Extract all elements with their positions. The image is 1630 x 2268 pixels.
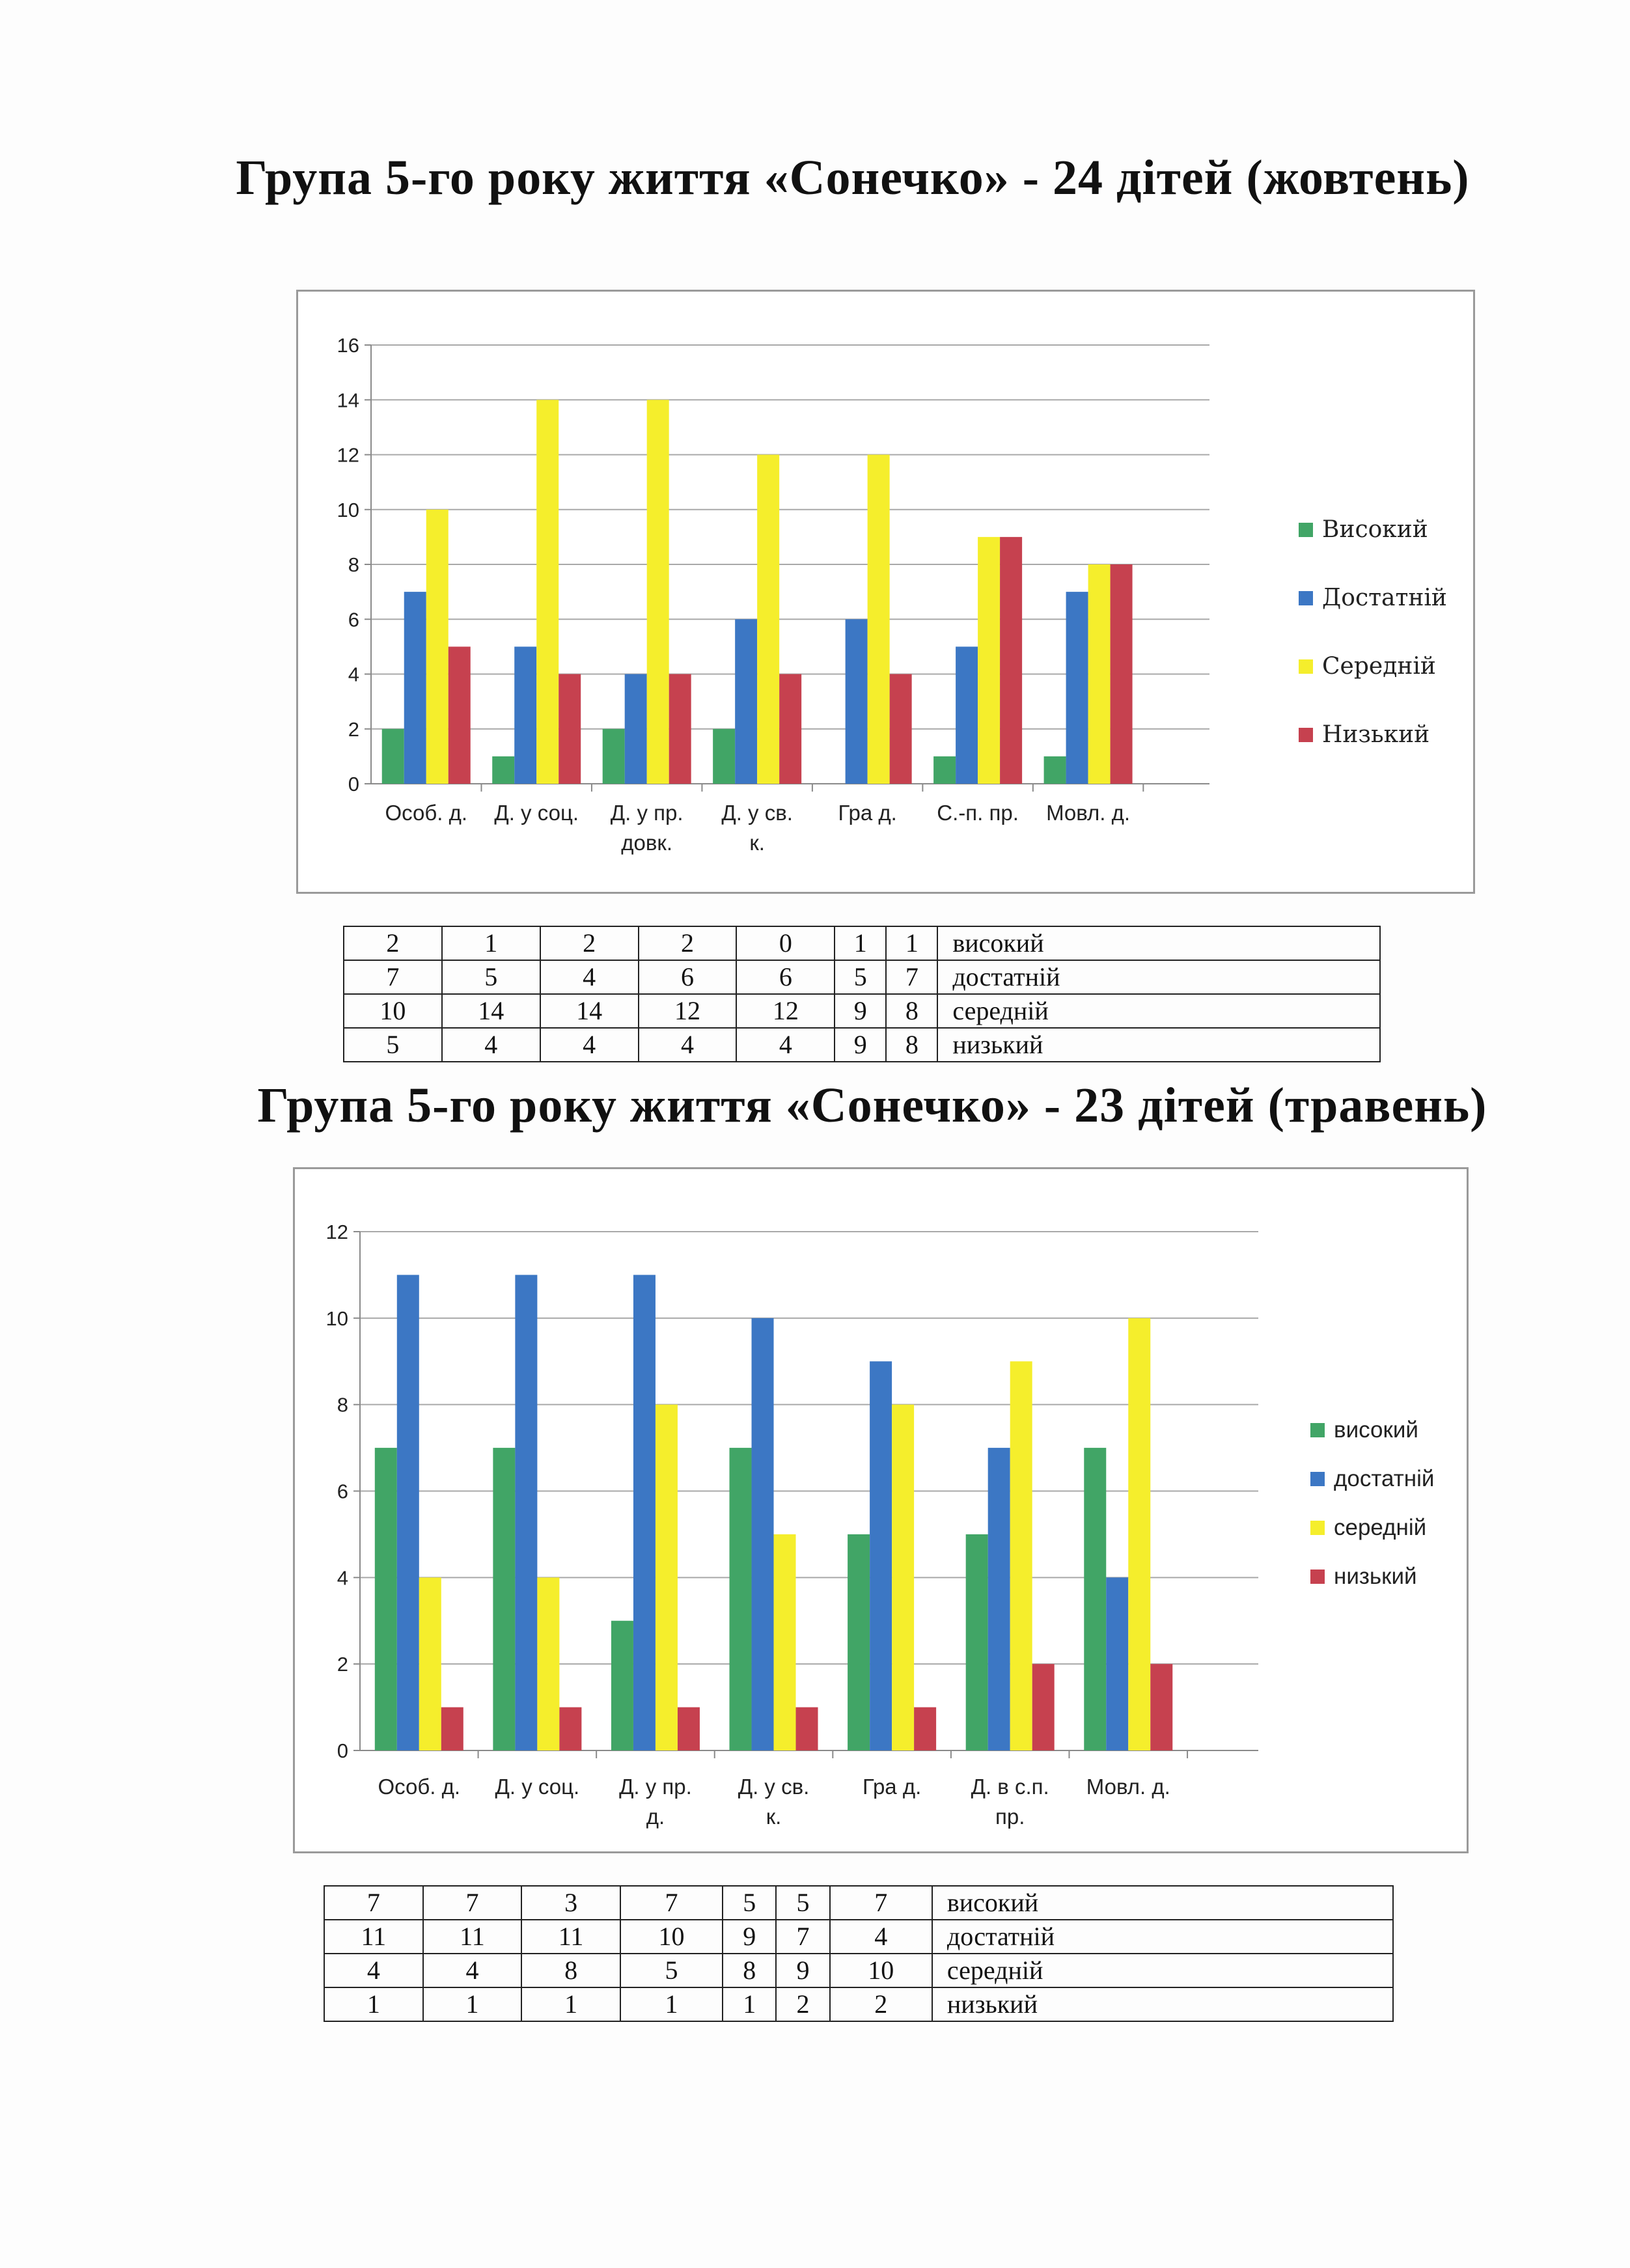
bar-2-7 (1106, 1577, 1128, 1750)
legend-label: Достатній (1322, 585, 1447, 611)
bar-2-6 (988, 1448, 1010, 1750)
table-cell: 4 (540, 960, 639, 994)
legend-swatch (1299, 728, 1313, 742)
bar-4-5 (890, 674, 912, 784)
y-tick-label: 4 (348, 663, 359, 686)
bar-1-7 (1044, 756, 1066, 784)
table-cell: 2 (776, 1987, 829, 2021)
table-cell: 6 (639, 960, 737, 994)
y-tick-label: 2 (348, 717, 359, 741)
legend-swatch (1310, 1521, 1325, 1535)
bar-3-4 (774, 1534, 796, 1750)
table-cell: 7 (423, 1886, 522, 1920)
bar-3-1 (426, 510, 449, 784)
bar-3-6 (978, 537, 1000, 784)
table-cell: 11 (324, 1920, 423, 1954)
table-cell: 11 (521, 1920, 620, 1954)
table-cell: 1 (442, 926, 540, 960)
y-tick-label: 4 (337, 1566, 348, 1590)
legend-swatch (1299, 523, 1313, 537)
table-cell: 9 (776, 1954, 829, 1987)
table-row-label: середній (937, 994, 1380, 1028)
x-category-label: Гра д. (838, 801, 897, 825)
bar-3-6 (1010, 1361, 1032, 1750)
bar-4-4 (779, 674, 801, 784)
table-row-label: достатній (937, 960, 1380, 994)
x-category-label: Д. у св. к. (738, 1775, 810, 1829)
chart-october-svg (298, 292, 1473, 892)
table-cell: 6 (736, 960, 835, 994)
bar-2-1 (397, 1275, 419, 1750)
y-tick-label: 14 (337, 389, 359, 412)
bar-4-3 (678, 1708, 700, 1750)
table-row-label: високий (937, 926, 1380, 960)
bar-1-7 (1084, 1448, 1106, 1750)
legend-label: низький (1334, 1564, 1417, 1589)
table-cell: 8 (723, 1954, 776, 1987)
bar-3-2 (536, 400, 559, 784)
table-may (324, 1885, 1394, 2022)
table-row (344, 926, 1380, 960)
table-row (344, 994, 1380, 1028)
table-cell: 4 (324, 1954, 423, 1987)
table-row-label: середній (932, 1954, 1393, 1987)
bar-2-1 (404, 592, 426, 784)
legend-label: Високий (1322, 516, 1428, 543)
y-tick-label: 12 (325, 1221, 348, 1243)
bar-2-2 (514, 646, 536, 784)
table-cell: 7 (324, 1886, 423, 1920)
chart-october (296, 290, 1475, 894)
legend-swatch (1299, 591, 1313, 605)
bar-4-3 (669, 674, 691, 784)
bar-1-5 (848, 1534, 870, 1750)
table-cell: 9 (835, 1028, 886, 1062)
chart-may-svg (295, 1169, 1467, 1851)
table-cell: 8 (886, 994, 937, 1028)
bar-1-2 (493, 1448, 515, 1750)
legend-label: Низький (1322, 721, 1430, 748)
legend-label: високий (1334, 1417, 1418, 1443)
bar-4-1 (449, 646, 471, 784)
x-category-label: С.-п. пр. (937, 801, 1019, 825)
y-tick-label: 6 (337, 1480, 348, 1503)
table-cell: 5 (442, 960, 540, 994)
table-cell: 7 (620, 1886, 723, 1920)
bar-3-5 (868, 455, 890, 784)
table-row (324, 1886, 1393, 1920)
y-tick-label: 8 (337, 1393, 348, 1417)
table-cell: 9 (835, 994, 886, 1028)
legend-swatch (1299, 659, 1313, 674)
table-cell: 2 (830, 1987, 932, 2021)
bar-1-1 (375, 1448, 397, 1750)
table-row (324, 1954, 1393, 1987)
bar-3-1 (419, 1577, 441, 1750)
bar-1-6 (933, 756, 956, 784)
x-category-label: Д. в с.п. пр. (971, 1775, 1049, 1829)
bar-3-3 (656, 1405, 678, 1750)
x-category-label: Мовл. д. (1086, 1775, 1170, 1799)
table-cell: 3 (521, 1886, 620, 1920)
bar-2-4 (752, 1318, 774, 1750)
table-cell: 10 (344, 994, 442, 1028)
table-cell: 12 (639, 994, 737, 1028)
x-category-label: Особ. д. (385, 801, 468, 825)
table-row (324, 1987, 1393, 2021)
y-tick-label: 12 (337, 443, 359, 467)
y-tick-label: 2 (337, 1653, 348, 1676)
y-tick-label: 10 (337, 498, 359, 521)
table-cell: 10 (830, 1954, 932, 1987)
legend-swatch (1310, 1472, 1325, 1486)
bar-4-4 (796, 1708, 818, 1750)
table-cell: 1 (521, 1987, 620, 2021)
table-row (324, 1920, 1393, 1954)
bar-2-7 (1066, 592, 1088, 784)
x-category-label: Д. у пр. д. (619, 1775, 692, 1829)
bar-4-2 (559, 674, 581, 784)
legend-label: достатній (1334, 1466, 1435, 1491)
table-cell: 5 (620, 1954, 723, 1987)
table-cell: 1 (835, 926, 886, 960)
table-cell: 2 (639, 926, 737, 960)
x-category-label: Мовл. д. (1046, 801, 1131, 825)
table-cell: 12 (736, 994, 835, 1028)
bar-4-5 (914, 1708, 936, 1750)
legend-label: середній (1334, 1515, 1427, 1540)
table-cell: 4 (442, 1028, 540, 1062)
table-cell: 5 (776, 1886, 829, 1920)
bar-1-3 (603, 729, 625, 784)
table-row-label: низький (932, 1987, 1393, 2021)
bar-3-2 (537, 1577, 559, 1750)
table-cell: 1 (423, 1987, 522, 2021)
table-cell: 7 (830, 1886, 932, 1920)
y-tick-label: 0 (337, 1739, 348, 1762)
table-cell: 7 (344, 960, 442, 994)
chart-2-title: Група 5-го року життя «Сонечко» - 23 дітей (травень) (257, 1078, 1487, 1133)
table-row-label: низький (937, 1028, 1380, 1062)
x-category-label: Гра д. (862, 1775, 922, 1799)
x-category-label: Особ. д. (378, 1775, 461, 1799)
table-cell: 1 (723, 1987, 776, 2021)
bar-4-7 (1150, 1664, 1172, 1750)
bar-4-6 (1000, 537, 1022, 784)
bar-2-3 (625, 674, 647, 784)
bar-4-2 (559, 1708, 581, 1750)
bar-2-4 (735, 619, 757, 784)
x-category-label: Д. у св. к. (721, 801, 793, 855)
bar-3-5 (892, 1405, 914, 1750)
table-cell: 5 (344, 1028, 442, 1062)
table-cell: 14 (442, 994, 540, 1028)
y-tick-label: 6 (348, 608, 359, 631)
legend-swatch (1310, 1423, 1325, 1437)
table-cell: 5 (835, 960, 886, 994)
table-cell: 1 (324, 1987, 423, 2021)
table-cell: 7 (886, 960, 937, 994)
table-cell: 1 (886, 926, 937, 960)
table-cell: 2 (540, 926, 639, 960)
chart-1-title: Група 5-го року життя «Сонечко» - 24 дітей (жовтень) (236, 150, 1470, 205)
table-row-label: високий (932, 1886, 1393, 1920)
y-tick-label: 10 (325, 1307, 348, 1330)
table-cell: 4 (540, 1028, 639, 1062)
bar-1-3 (611, 1621, 633, 1750)
table-row (344, 960, 1380, 994)
bar-1-1 (382, 729, 404, 784)
y-tick-label: 16 (337, 334, 359, 357)
bar-3-4 (757, 455, 779, 784)
table-cell: 4 (830, 1920, 932, 1954)
bar-1-6 (966, 1534, 988, 1750)
table-cell: 7 (776, 1920, 829, 1954)
x-category-label: Д. у соц. (494, 801, 579, 825)
bar-1-4 (713, 729, 735, 784)
table-cell: 10 (620, 1920, 723, 1954)
table-cell: 5 (723, 1886, 776, 1920)
table-cell: 0 (736, 926, 835, 960)
table-cell: 8 (521, 1954, 620, 1987)
bar-4-7 (1111, 564, 1133, 784)
bar-4-1 (441, 1708, 463, 1750)
legend-swatch (1310, 1570, 1325, 1584)
table-cell: 9 (723, 1920, 776, 1954)
table-cell: 1 (620, 1987, 723, 2021)
bar-3-7 (1088, 564, 1111, 784)
bar-2-2 (515, 1275, 537, 1750)
y-tick-label: 8 (348, 553, 359, 576)
bar-1-4 (730, 1448, 752, 1750)
table-cell: 2 (344, 926, 442, 960)
x-category-label: Д. у пр. довк. (610, 801, 684, 855)
legend-label: Середній (1322, 653, 1436, 680)
table-october (343, 926, 1381, 1062)
table-cell: 4 (423, 1954, 522, 1987)
bar-3-7 (1128, 1318, 1150, 1750)
table-cell: 14 (540, 994, 639, 1028)
table-cell: 4 (639, 1028, 737, 1062)
table-cell: 11 (423, 1920, 522, 1954)
x-category-label: Д. у соц. (495, 1775, 580, 1799)
bar-2-3 (633, 1275, 656, 1750)
table-cell: 8 (886, 1028, 937, 1062)
table-row-label: достатній (932, 1920, 1393, 1954)
table-cell: 4 (736, 1028, 835, 1062)
bar-4-6 (1032, 1664, 1055, 1750)
bar-2-5 (846, 619, 868, 784)
chart-may (293, 1167, 1469, 1853)
bar-2-6 (956, 646, 978, 784)
bar-2-5 (870, 1361, 892, 1750)
bar-3-3 (647, 400, 669, 784)
y-tick-label: 0 (348, 773, 359, 795)
table-row (344, 1028, 1380, 1062)
bar-1-2 (492, 756, 514, 784)
